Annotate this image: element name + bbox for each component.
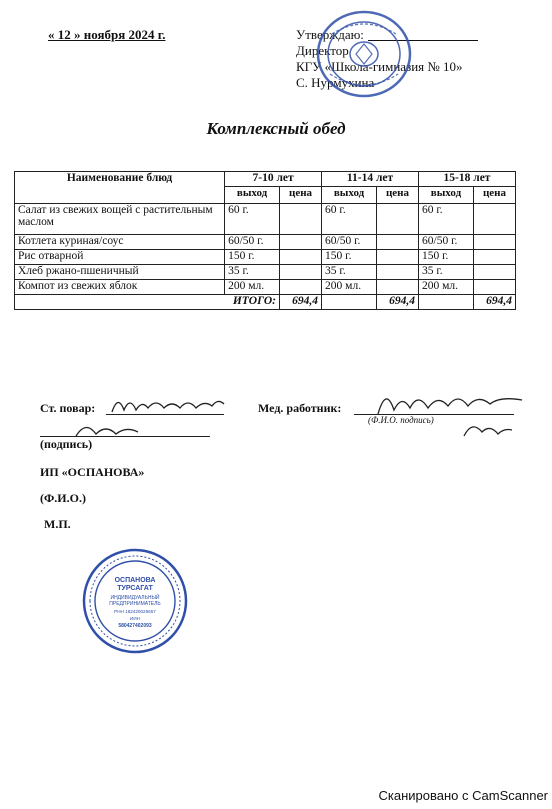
output-value: 35 г. [225, 265, 280, 280]
price-value [376, 280, 418, 295]
price-value [473, 265, 515, 280]
table-row [15, 204, 516, 235]
table-row [15, 280, 516, 295]
total-label: ИТОГО: [15, 295, 280, 310]
approve-word: Утверждаю: [296, 27, 364, 42]
company-name: ИП «ОСПАНОВА» [40, 465, 145, 479]
stamp-iin-number: 580427402093 [118, 623, 152, 629]
table-row [15, 235, 516, 250]
output-value: 35 г. [322, 265, 377, 280]
scanner-watermark: Сканировано с CamScanner [378, 788, 548, 803]
total-value-3: 694,4 [473, 295, 515, 310]
col-dish-name: Наименование блюд [15, 172, 225, 204]
table-header-row [15, 172, 516, 187]
stamp-iin: ИИН [130, 616, 140, 621]
med-caption: (Ф.И.О. подпись) [368, 415, 434, 425]
stamp-line3: ИНДИВИДУАЛЬНЫЙ [110, 595, 160, 601]
price-value [473, 235, 515, 250]
cook-signature [108, 390, 228, 420]
med-signature [372, 384, 532, 444]
total-spacer [322, 295, 377, 310]
output-value: 60/50 г. [419, 235, 474, 250]
price-value [473, 250, 515, 265]
approval-line-4: С. Нурмухина [296, 75, 375, 90]
dish-name: Рис отварной [15, 250, 225, 265]
menu-table [14, 171, 516, 310]
output-value: 150 г. [419, 250, 474, 265]
total-value-2: 694,4 [376, 295, 418, 310]
company-stamp [80, 546, 190, 656]
stamp-line4: ПРЕДПРИНИМАТЕЛЬ [109, 601, 161, 607]
price-value [280, 235, 322, 250]
output-value: 60/50 г. [225, 235, 280, 250]
sub-output: выход [419, 187, 474, 204]
output-value: 150 г. [225, 250, 280, 265]
output-value: 60/50 г. [322, 235, 377, 250]
output-value: 60 г. [419, 204, 474, 235]
document-date: « 12 » ноября 2024 г. [48, 27, 166, 42]
sub-price: цена [280, 187, 322, 204]
price-value [376, 235, 418, 250]
sub-output: выход [225, 187, 280, 204]
approval-line-3: КГУ «Школа-гимназия № 10» [296, 59, 463, 74]
price-value [376, 204, 418, 235]
price-value [280, 280, 322, 295]
output-value: 35 г. [419, 265, 474, 280]
dish-name: Салат из свежих вощей с растительным маслом [15, 204, 225, 235]
price-value [280, 204, 322, 235]
dish-name: Хлеб ржано-пшеничный [15, 265, 225, 280]
price-value [376, 250, 418, 265]
price-value [280, 250, 322, 265]
age-group-1: 7-10 лет [225, 172, 322, 187]
total-row [15, 295, 516, 310]
price-value [280, 265, 322, 280]
output-value: 150 г. [322, 250, 377, 265]
sign-caption: (подпись) [40, 437, 93, 451]
med-label: Мед. работник: [258, 401, 342, 415]
cook-label: Ст. повар: [40, 401, 96, 415]
total-spacer [419, 295, 474, 310]
dish-name: Котлета куриная/соус [15, 235, 225, 250]
page-title: Комплексный обед [206, 119, 346, 138]
school-stamp [312, 4, 422, 104]
total-value-1: 694,4 [280, 295, 322, 310]
sub-price: цена [473, 187, 515, 204]
table-row [15, 250, 516, 265]
fio-caption: (Ф.И.О.) [40, 491, 86, 505]
price-value [473, 280, 515, 295]
price-value [473, 204, 515, 235]
stamp-line2: ТУРСАГАТ [117, 585, 153, 592]
output-value: 60 г. [225, 204, 280, 235]
mp-label: М.П. [44, 517, 71, 531]
output-value: 200 мл. [322, 280, 377, 295]
age-group-2: 11-14 лет [322, 172, 419, 187]
output-value: 200 мл. [419, 280, 474, 295]
sub-price: цена [376, 187, 418, 204]
price-value [376, 265, 418, 280]
stamp-rnn: РНН 182420025657 [114, 609, 156, 614]
approval-line-2: Директор [296, 43, 349, 58]
output-value: 60 г. [322, 204, 377, 235]
output-value: 200 мл. [225, 280, 280, 295]
dish-name: Компот из свежих яблок [15, 280, 225, 295]
age-group-3: 15-18 лет [419, 172, 516, 187]
sub-output: выход [322, 187, 377, 204]
stamp-line1: ОСПАНОВА [114, 577, 156, 584]
table-row [15, 265, 516, 280]
